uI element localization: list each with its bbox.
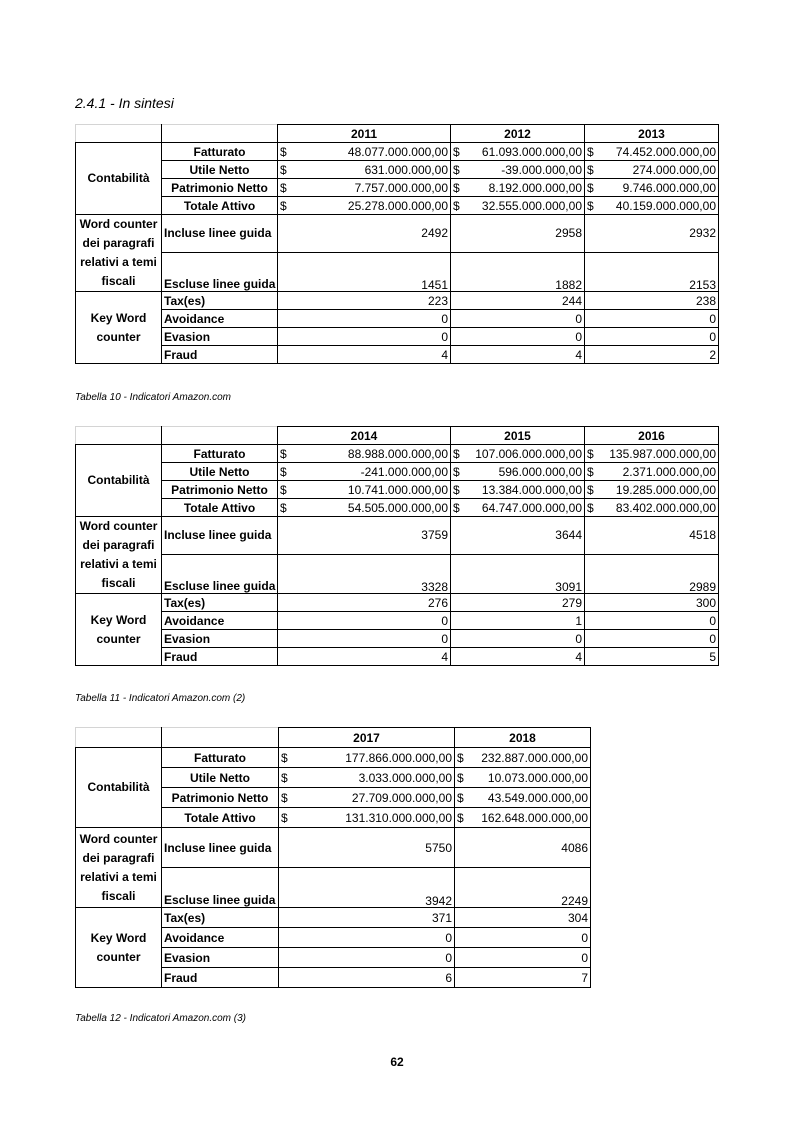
money-cell: $ 25.278.000.000,00 (278, 197, 451, 215)
row-label-fraud: Fraud (162, 346, 278, 364)
table-caption: Tabella 11 - Indicatori Amazon.com (2) (75, 693, 246, 704)
money-cell: $ 131.310.000.000,00 (279, 808, 455, 828)
row-label-totale: Totale Attivo (162, 197, 278, 215)
count-cell: 1451 (278, 252, 451, 291)
table-row (76, 748, 591, 768)
count-cell: 238 (585, 292, 719, 310)
count-cell: 3091 (451, 554, 585, 593)
money-cell: $ 74.452.000.000,00 (585, 143, 719, 161)
table-row (76, 252, 719, 291)
money-cell: $ 3.033.000.000,00 (279, 768, 455, 788)
section-heading: 2.4.1 - In sintesi (75, 95, 174, 111)
table-row (76, 648, 719, 666)
group-label-contabilita: Contabilità (76, 748, 162, 828)
row-label-tax: Tax(es) (162, 292, 278, 310)
count-cell: 279 (451, 594, 585, 612)
table-row (76, 445, 719, 463)
table-row (76, 499, 719, 517)
money-cell: $ 40.159.000.000,00 (585, 197, 719, 215)
money-cell: $ 596.000.000,00 (451, 463, 585, 481)
year-cell: 2012 (451, 125, 585, 143)
group-label-word-counter: Word counter dei paragrafi relativi a temi fiscali (76, 517, 162, 594)
table-row (76, 215, 719, 253)
count-cell: 371 (279, 908, 455, 928)
money-cell: $ -241.000.000,00 (278, 463, 451, 481)
row-label-avoidance: Avoidance (162, 310, 278, 328)
count-cell: 7 (455, 968, 591, 988)
group-label-word-counter: Word counter dei paragrafi relativi a temi fiscali (76, 215, 162, 292)
count-cell: 5 (585, 648, 719, 666)
indicator-table-3 (75, 727, 591, 988)
count-cell: 3759 (278, 517, 451, 555)
count-cell: 2249 (455, 868, 591, 908)
count-cell: 0 (278, 310, 451, 328)
row-label-tax: Tax(es) (162, 908, 279, 928)
count-cell: 2989 (585, 554, 719, 593)
count-cell: 0 (585, 612, 719, 630)
row-label-evasion: Evasion (162, 328, 278, 346)
year-header-row (76, 427, 719, 445)
money-cell: $ 48.077.000.000,00 (278, 143, 451, 161)
count-cell: 0 (279, 948, 455, 968)
count-cell: 0 (278, 630, 451, 648)
row-label-escluse: Escluse linee guida (162, 252, 278, 291)
money-cell: $ 2.371.000.000,00 (585, 463, 719, 481)
count-cell: 4 (278, 648, 451, 666)
table-row (76, 481, 719, 499)
count-cell: 300 (585, 594, 719, 612)
row-label-fatturato: Fatturato (162, 748, 279, 768)
table-row (76, 828, 591, 868)
count-cell: 3942 (279, 868, 455, 908)
money-cell: $ 631.000.000,00 (278, 161, 451, 179)
row-label-totale: Totale Attivo (162, 499, 278, 517)
count-cell: 1 (451, 612, 585, 630)
money-cell: $ 19.285.000.000,00 (585, 481, 719, 499)
row-label-utile: Utile Netto (162, 463, 278, 481)
count-cell: 0 (585, 310, 719, 328)
count-cell: 2153 (585, 252, 719, 291)
table-row (76, 161, 719, 179)
money-cell: $ 88.988.000.000,00 (278, 445, 451, 463)
table-row (76, 554, 719, 593)
year-cell: 2017 (279, 728, 455, 748)
money-cell: $ 162.648.000.000,00 (455, 808, 591, 828)
row-label-escluse: Escluse linee guida (162, 868, 279, 908)
money-cell: $ -39.000.000,00 (451, 161, 585, 179)
money-cell: $ 32.555.000.000,00 (451, 197, 585, 215)
year-header-row (76, 125, 719, 143)
count-cell: 4 (451, 648, 585, 666)
table-row (76, 463, 719, 481)
count-cell: 2 (585, 346, 719, 364)
count-cell: 2492 (278, 215, 451, 253)
money-cell: $ 83.402.000.000,00 (585, 499, 719, 517)
row-label-fraud: Fraud (162, 968, 279, 988)
year-cell: 2018 (455, 728, 591, 748)
table-row (76, 292, 719, 310)
row-label-avoidance: Avoidance (162, 928, 279, 948)
money-cell: $ 64.747.000.000,00 (451, 499, 585, 517)
count-cell: 4086 (455, 828, 591, 868)
row-label-escluse: Escluse linee guida (162, 554, 278, 593)
table-row (76, 908, 591, 928)
count-cell: 0 (278, 612, 451, 630)
money-cell: $ 13.384.000.000,00 (451, 481, 585, 499)
row-label-fatturato: Fatturato (162, 445, 278, 463)
count-cell: 0 (279, 928, 455, 948)
table-caption: Tabella 12 - Indicatori Amazon.com (3) (75, 1013, 247, 1024)
count-cell: 3644 (451, 517, 585, 555)
year-cell: 2014 (278, 427, 451, 445)
indicator-table-1 (75, 124, 719, 364)
row-label-evasion: Evasion (162, 948, 279, 968)
table-row (76, 143, 719, 161)
group-label-contabilita: Contabilità (76, 143, 162, 215)
row-label-patrimonio: Patrimonio Netto (162, 788, 279, 808)
table-row (76, 612, 719, 630)
count-cell: 4518 (585, 517, 719, 555)
row-label-utile: Utile Netto (162, 161, 278, 179)
count-cell: 223 (278, 292, 451, 310)
money-cell: $ 10.073.000.000,00 (455, 768, 591, 788)
table-row (76, 594, 719, 612)
money-cell: $ 7.757.000.000,00 (278, 179, 451, 197)
table-row (76, 517, 719, 555)
page-number: 62 (390, 1055, 404, 1069)
money-cell: $ 61.093.000.000,00 (451, 143, 585, 161)
indicator-table-2 (75, 426, 719, 666)
group-label-contabilita: Contabilità (76, 445, 162, 517)
table-row (76, 179, 719, 197)
table-row (76, 346, 719, 364)
count-cell: 304 (455, 908, 591, 928)
row-label-fraud: Fraud (162, 648, 278, 666)
row-label-evasion: Evasion (162, 630, 278, 648)
money-cell: $ 177.866.000.000,00 (279, 748, 455, 768)
count-cell: 4 (278, 346, 451, 364)
table-row (76, 630, 719, 648)
count-cell: 6 (279, 968, 455, 988)
money-cell: $ 8.192.000.000,00 (451, 179, 585, 197)
table-row (76, 310, 719, 328)
year-cell: 2013 (585, 125, 719, 143)
money-cell: $ 27.709.000.000,00 (279, 788, 455, 808)
table-row (76, 328, 719, 346)
money-cell: $ 107.006.000.000,00 (451, 445, 585, 463)
year-header-row (76, 728, 591, 748)
table-row (76, 197, 719, 215)
row-label-patrimonio: Patrimonio Netto (162, 179, 278, 197)
money-cell: $ 10.741.000.000,00 (278, 481, 451, 499)
group-label-key-word: Key Word counter (76, 292, 162, 364)
row-label-utile: Utile Netto (162, 768, 279, 788)
count-cell: 0 (451, 310, 585, 328)
row-label-incluse: Incluse linee guida (162, 828, 279, 868)
year-cell: 2015 (451, 427, 585, 445)
count-cell: 4 (451, 346, 585, 364)
count-cell: 0 (278, 328, 451, 346)
count-cell: 3328 (278, 554, 451, 593)
count-cell: 0 (455, 928, 591, 948)
money-cell: $ 135.987.000.000,00 (585, 445, 719, 463)
money-cell: $ 274.000.000,00 (585, 161, 719, 179)
count-cell: 0 (585, 328, 719, 346)
table-caption: Tabella 10 - Indicatori Amazon.com (75, 392, 232, 403)
count-cell: 5750 (279, 828, 455, 868)
count-cell: 0 (451, 328, 585, 346)
row-label-incluse: Incluse linee guida (162, 215, 278, 253)
count-cell: 1882 (451, 252, 585, 291)
count-cell: 244 (451, 292, 585, 310)
row-label-totale: Totale Attivo (162, 808, 279, 828)
money-cell: $ 232.887.000.000,00 (455, 748, 591, 768)
row-label-incluse: Incluse linee guida (162, 517, 278, 555)
money-cell: $ 54.505.000.000,00 (278, 499, 451, 517)
year-cell: 2016 (585, 427, 719, 445)
year-cell: 2011 (278, 125, 451, 143)
count-cell: 2958 (451, 215, 585, 253)
group-label-key-word: Key Word counter (76, 908, 162, 988)
group-label-key-word: Key Word counter (76, 594, 162, 666)
money-cell: $ 43.549.000.000,00 (455, 788, 591, 808)
row-label-tax: Tax(es) (162, 594, 278, 612)
group-label-word-counter: Word counter dei paragrafi relativi a temi fiscali (76, 828, 162, 908)
count-cell: 0 (455, 948, 591, 968)
row-label-avoidance: Avoidance (162, 612, 278, 630)
row-label-fatturato: Fatturato (162, 143, 278, 161)
count-cell: 2932 (585, 215, 719, 253)
count-cell: 0 (451, 630, 585, 648)
row-label-patrimonio: Patrimonio Netto (162, 481, 278, 499)
count-cell: 0 (585, 630, 719, 648)
count-cell: 276 (278, 594, 451, 612)
money-cell: $ 9.746.000.000,00 (585, 179, 719, 197)
